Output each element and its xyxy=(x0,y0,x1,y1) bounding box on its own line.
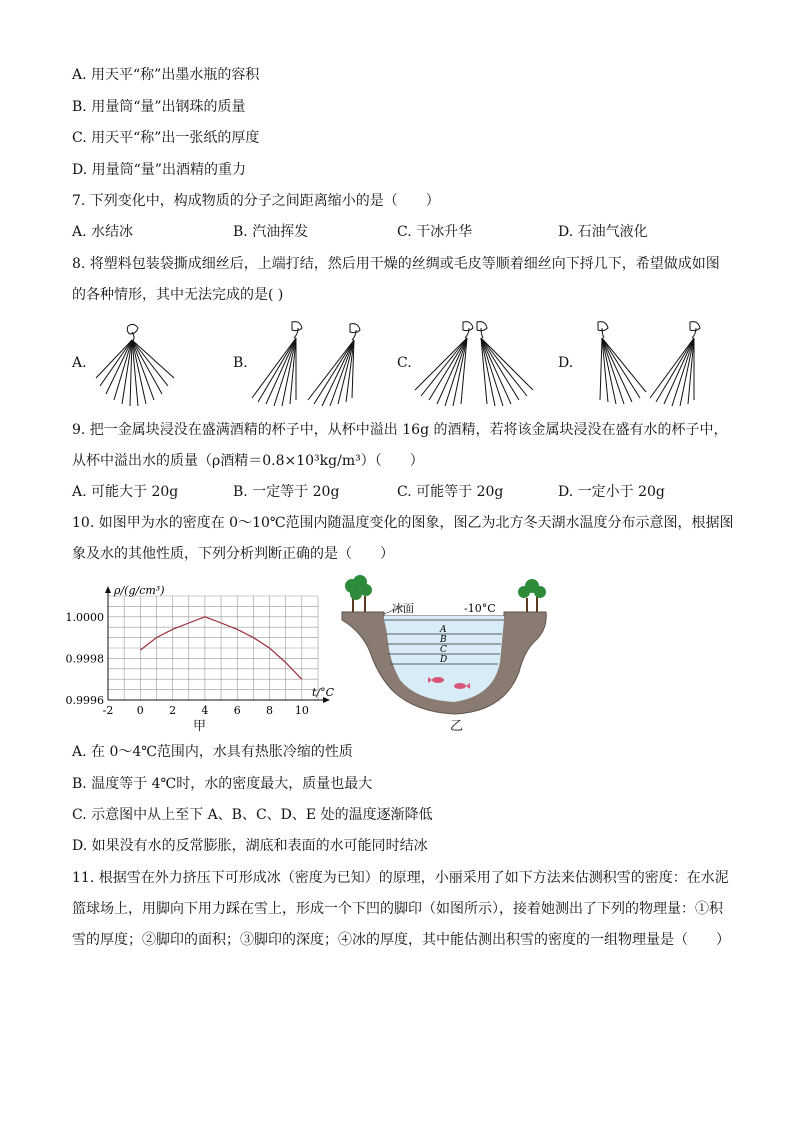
chart-xlabel: t/°C xyxy=(312,686,335,699)
q11-stem-line-1: 11. 根据雪在外力挤压下可形成冰（密度为已知）的原理，小丽采用了如下方法来估测积雪的密度：在水泥 xyxy=(72,870,729,886)
temp-label: -10°C xyxy=(464,602,496,615)
q6-option-c: C. 用天平“称”出一张纸的厚度 xyxy=(72,130,260,146)
x-tick-label: 10 xyxy=(294,704,309,717)
tree-left xyxy=(345,575,372,612)
q8-stem-line-2: 的各种情形，其中无法完成的是( ) xyxy=(72,287,284,303)
tree-right xyxy=(518,579,546,612)
q6-option-d: D. 用量筒“量”出酒精的重力 xyxy=(72,162,246,178)
q8-stem-line-1: 8. 将塑料包装袋撕成细丝后，上端打结，然后用干燥的丝绸或毛皮等顺着细丝向下捋几下，希望做成如图 xyxy=(72,256,720,272)
q10-option-b: B. 温度等于 4℃时，水的密度最大，质量也最大 xyxy=(72,776,373,792)
q7-option-a: A. 水结冰 xyxy=(72,224,134,240)
q11-stem-line-2: 篮球场上，用脚向下用力踩在雪上，形成一个下凹的脚印（如图所示），接着她测出了下列的物理量：①积 xyxy=(72,901,723,917)
q8-figure-a xyxy=(92,320,182,408)
q8-label-c: C. xyxy=(397,355,412,371)
q10-stem-line-1: 10. 如图甲为水的密度在 0～10℃范围内随温度变化的图象，图乙为北方冬天湖水温度分布示意图，根据图 xyxy=(72,515,734,531)
q8-figure-d xyxy=(578,318,713,408)
q8-label-d: D. xyxy=(558,355,574,371)
q9-option-c: C. 可能等于 20g xyxy=(397,484,504,500)
q9-option-b: B. 一定等于 20g xyxy=(233,484,340,500)
x-tick-label: 8 xyxy=(266,704,274,717)
x-tick-label: 2 xyxy=(169,704,177,717)
x-tick-label: 4 xyxy=(201,704,209,717)
layer-label-d: D xyxy=(440,655,448,665)
figure-b-caption: 乙 xyxy=(450,719,464,734)
x-tick-label: 0 xyxy=(136,704,144,717)
chart-axes xyxy=(105,586,330,703)
q7-option-c: C. 干冰升华 xyxy=(397,224,473,240)
chart-ylabel: ρ/(g/cm³) xyxy=(114,584,165,597)
q6-option-a: A. 用天平“称”出墨水瓶的容积 xyxy=(72,67,260,83)
q6-option-b: B. 用量筒“量”出钢珠的质量 xyxy=(72,99,246,115)
chart-grid xyxy=(108,596,318,700)
q9-stem-line-1: 9. 把一金属块浸没在盛满酒精的杯子中，从杯中溢出 16g 的酒精，若将该金属块浸没在盛有水的杯子中， xyxy=(72,422,728,438)
q10-option-a: A. 在 0～4℃范围内，水具有热胀冷缩的性质 xyxy=(72,744,353,760)
figure-a-caption: 甲 xyxy=(193,719,207,734)
x-tick-label: -2 xyxy=(102,704,114,717)
q8-figure-b xyxy=(250,318,375,408)
y-tick-label: 0.9998 xyxy=(66,652,104,666)
ice-label: 冰面 xyxy=(392,602,414,615)
q11-stem-line-3: 雪的厚度；②脚印的面积；③脚印的深度；④冰的厚度，其中能估测出积雪的密度的一组物理量是（ ） xyxy=(72,932,730,948)
q8-label-a: A. xyxy=(72,355,87,371)
q9-option-d: D. 一定小于 20g xyxy=(558,484,665,500)
q10-option-c: C. 示意图中从上至下 A、B、C、D、E 处的温度逐渐降低 xyxy=(72,807,433,823)
layer-label-c: C xyxy=(440,645,447,655)
q7-option-d: D. 石油气液化 xyxy=(558,224,648,240)
q10-stem-line-2: 象及水的其他性质，下列分析判断正确的是（ ） xyxy=(72,546,394,562)
q8-figure-c xyxy=(413,318,538,408)
layer-label-b: B xyxy=(440,635,447,645)
q9-stem-line-2: 从杯中溢出水的质量（ρ酒精＝0.8×10³kg/m³）（ ） xyxy=(72,453,424,469)
layer-label-a: A xyxy=(440,625,447,635)
y-tick-label: 1.0000 xyxy=(66,610,104,624)
q10-option-d: D. 如果没有水的反常膨胀，湖底和表面的水可能同时结冰 xyxy=(72,838,428,854)
y-axis-arrow xyxy=(105,586,111,593)
q7-option-b: B. 汽油挥发 xyxy=(233,224,309,240)
q9-option-a: A. 可能大于 20g xyxy=(72,484,179,500)
x-tick-label: 6 xyxy=(233,704,241,717)
y-tick-label: 0.9996 xyxy=(66,694,104,707)
chart-ticks xyxy=(66,611,309,717)
lake-diagram xyxy=(334,572,554,722)
density-chart xyxy=(66,584,336,734)
q7-stem: 7. 下列变化中，构成物质的分子之间距离缩小的是（ ） xyxy=(72,193,440,209)
q8-label-b: B. xyxy=(233,355,248,371)
